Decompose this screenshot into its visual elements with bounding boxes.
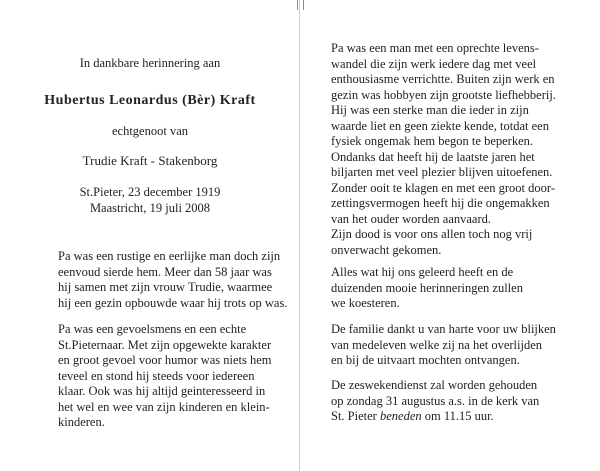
- text-line: eenvoud sierde hem. Meer dan 58 jaar was: [58, 264, 272, 279]
- text-line: Ondanks dat heeft hij de laatste jaren het: [331, 149, 535, 164]
- text-line: op zondag 31 augustus a.s. in de kerk van: [331, 393, 540, 408]
- deceased-name: Hubertus Leonardus (Bèr) Kraft: [44, 93, 256, 108]
- text-line: zettingsvermogen heeft hij die ongemakken: [331, 196, 550, 210]
- text-line: [331, 409, 596, 425]
- text-line: St.Pieternaar. Met zijn opgewekte karakter: [58, 337, 272, 352]
- text-line: De familie dankt u van harte voor uw blijken: [331, 322, 556, 336]
- emphasis-text: beneden: [379, 409, 422, 423]
- text-line: en groot gevoel voor humor was niets hem: [58, 353, 272, 367]
- intro-text: In dankbare herinnering aan: [79, 56, 221, 70]
- text-line: De zeswekendienst zal worden gehouden: [331, 378, 538, 392]
- right-paragraph-2: [331, 265, 596, 312]
- text-line: Zonder ooit te klagen en met een groot door-: [331, 180, 555, 195]
- text-line: van medeleven welke zij na het overlijden: [331, 337, 543, 352]
- text-line: wandel die zijn werk iedere dag met veel: [331, 56, 537, 71]
- text-segment: om 11.15 uur.: [421, 409, 494, 423]
- text-line: klaar. Ook was hij altijd geinteresseerd in: [58, 384, 266, 398]
- text-line: Zijn dood is voor ons allen toch nog vrij: [331, 227, 533, 241]
- text-line: Pa was een gevoelsmens en een echte: [58, 322, 247, 336]
- left-paragraph-1: [58, 249, 296, 311]
- right-paragraph-1: [331, 41, 596, 258]
- birth-line: St.Pieter, 23 december 1919: [79, 185, 221, 199]
- spouse-name: Trudie Kraft - Stakenborg: [82, 153, 218, 168]
- right-paragraph-3: [331, 322, 596, 369]
- text-line: Pa was een man met een oprechte levens-: [331, 41, 539, 55]
- text-line: onverwacht gekomen.: [331, 242, 442, 257]
- text-line: duizenden mooie herinneringen zullen: [331, 280, 523, 295]
- death-line: Maastricht, 19 juli 2008: [89, 201, 211, 215]
- text-line: kinderen.: [58, 415, 105, 429]
- text-line: Hij was een sterke man die ieder in zijn: [331, 103, 529, 117]
- left-paragraph-2: [58, 322, 296, 431]
- spouse-label: echtgenoot van: [111, 124, 188, 138]
- text-line: gezin was hobbyen zijn grootste liefhebberij.: [331, 87, 556, 102]
- text-line: van het ouder worden aanvaard.: [331, 211, 491, 226]
- text-line: hij een gezin opbouwde waar hij trots op was.: [58, 295, 288, 310]
- text-line: het wel en wee van zijn kinderen en klein-: [58, 399, 270, 414]
- text-line: fysiek ongemak hem begon te beperken.: [331, 134, 534, 148]
- text-line: waarde liet en geen ziekte kende, totdat een: [331, 118, 549, 133]
- text-line: Alles wat hij ons geleerd heeft en de: [331, 265, 514, 279]
- text-line: we koesteren.: [331, 296, 400, 310]
- text-line: biljarten met veel plezier blijven uitoefenen.: [331, 165, 553, 179]
- right-page: [301, 0, 600, 471]
- right-paragraph-4: [331, 378, 596, 425]
- text-line: teveel en stond hij steeds voor iedereen: [58, 368, 255, 383]
- text-line: Pa was een rustige en eerlijke man doch zijn: [58, 249, 281, 263]
- text-line: hij samen met zijn vrouw Trudie, waarmee: [58, 280, 273, 294]
- text-line: enthousiasme verrichtte. Buiten zijn werk en: [331, 72, 555, 86]
- text-segment: St. Pieter: [331, 409, 380, 423]
- text-line: en bij de uitvaart mochten ontvangen.: [331, 353, 520, 367]
